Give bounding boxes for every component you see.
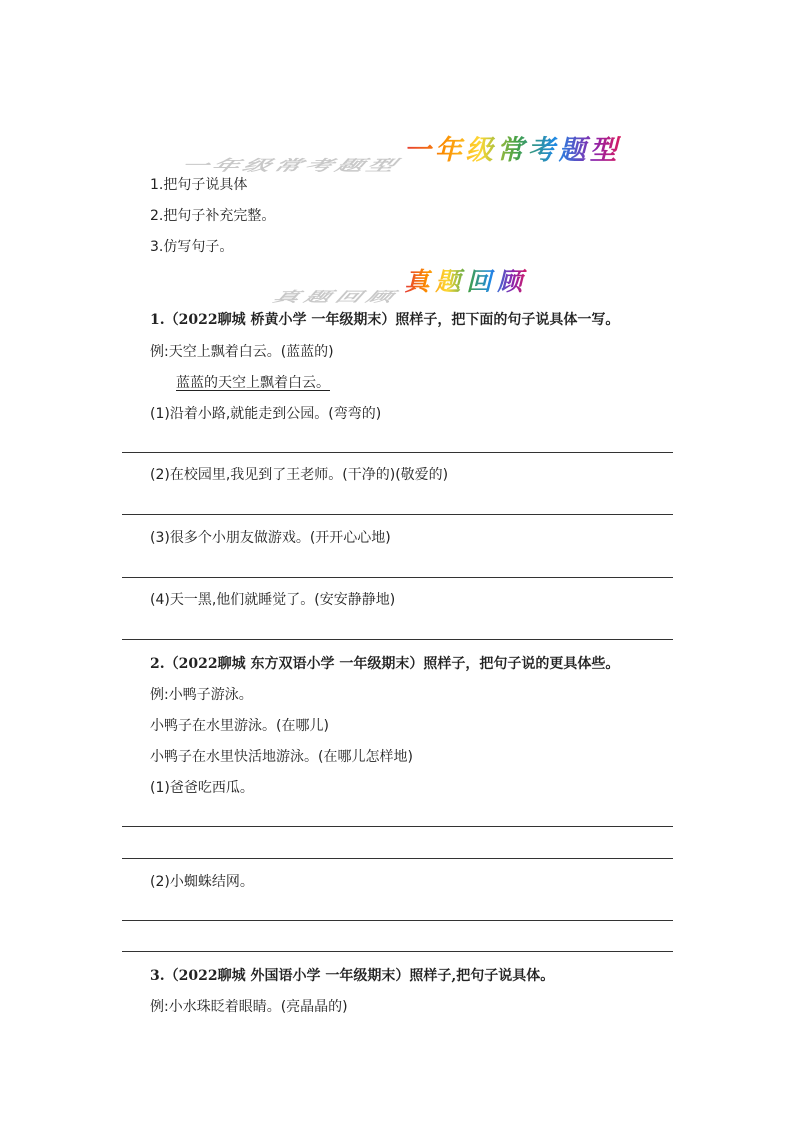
question-2-example-line-3: 小鸭子在水里快活地游泳。(在哪儿怎样地) — [150, 749, 413, 765]
question-1-item-3: (3)很多个小朋友做游戏。(开开心心地) — [150, 530, 391, 546]
answer-line[interactable] — [122, 951, 673, 952]
section-title — [0, 262, 794, 305]
type-item-1: 1.把句子说具体 — [150, 177, 248, 193]
page-title-shadow: 一年级常考题型 — [177, 157, 403, 175]
question-1-header: 1.（2022聊城 桥黄小学 一年级期末）照样子，把下面的句子说具体一写。 — [150, 312, 620, 328]
answer-line[interactable] — [122, 920, 673, 921]
question-1-item-1: (1)沿着小路,就能走到公园。(弯弯的) — [150, 406, 382, 422]
section-title-shadow: 真题回顾 — [270, 288, 402, 305]
type-item-3: 3.仿写句子。 — [150, 239, 234, 255]
question-2-example: 例:小鸭子游泳。 — [150, 687, 253, 703]
answer-line[interactable] — [122, 826, 673, 827]
question-3-example: 例:小水珠眨着眼睛。(亮晶晶的) — [150, 999, 348, 1015]
question-2-header: 2.（2022聊城 东方双语小学 一年级期末）照样子，把句子说的更具体些。 — [150, 656, 620, 672]
question-2-item-2: (2)小蜘蛛结网。 — [150, 874, 254, 890]
question-3-header: 3.（2022聊城 外国语小学 一年级期末）照样子,把句子说具体。 — [150, 968, 555, 984]
section-title-text: 真题回顾 — [404, 262, 528, 298]
answer-line[interactable] — [122, 858, 673, 859]
page-title — [0, 128, 794, 175]
question-2-item-1: (1)爸爸吃西瓜。 — [150, 780, 254, 796]
answer-line[interactable] — [122, 577, 673, 578]
question-1-example: 例:天空上飘着白云。(蓝蓝的) — [150, 344, 334, 360]
type-item-2: 2.把句子补充完整。 — [150, 208, 276, 224]
answer-line[interactable] — [122, 452, 673, 453]
answer-line[interactable] — [122, 639, 673, 640]
question-2-example-line-2: 小鸭子在水里游泳。(在哪儿) — [150, 718, 329, 734]
question-1-item-2: (2)在校园里,我见到了王老师。(干净的)(敬爱的) — [150, 467, 449, 483]
page-title-text: 一年级常考题型 — [404, 128, 621, 167]
question-1-example-answer: 蓝蓝的天空上飘着白云。 — [176, 375, 330, 391]
answer-line[interactable] — [122, 514, 673, 515]
question-1-item-4: (4)天一黑,他们就睡觉了。(安安静静地) — [150, 592, 396, 608]
